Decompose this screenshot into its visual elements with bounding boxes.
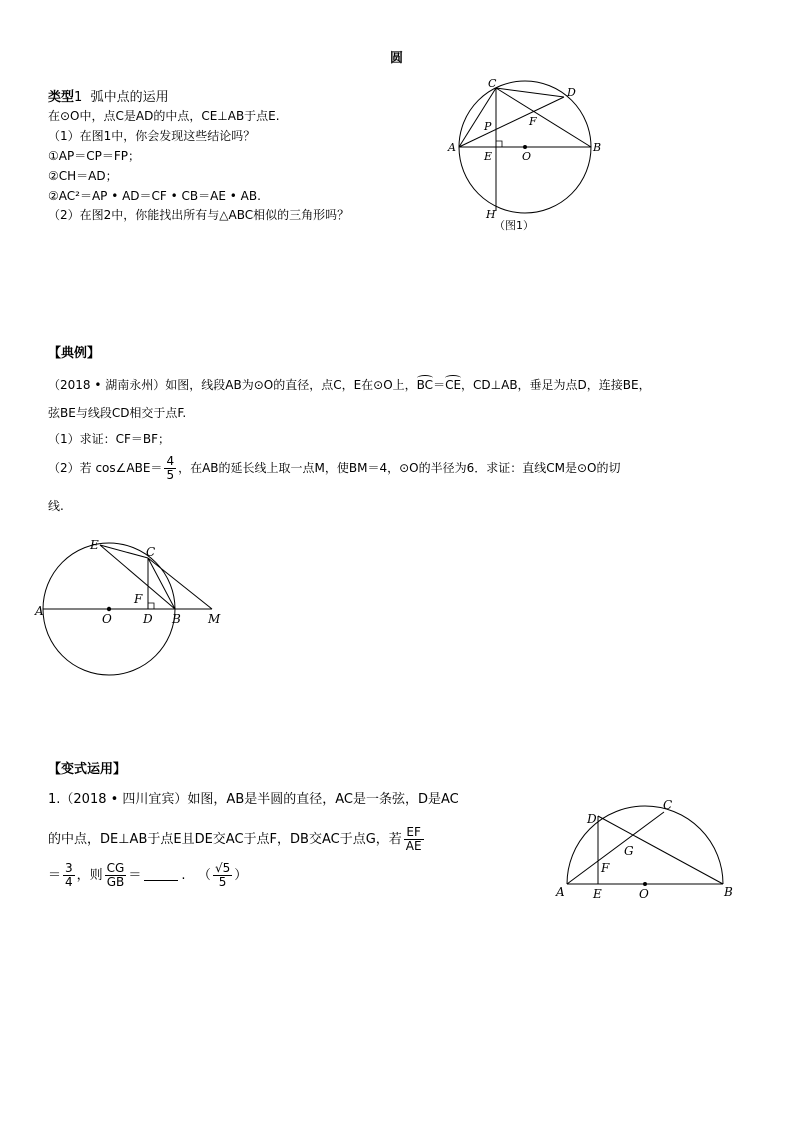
example-frac-den: 5 — [166, 468, 175, 482]
variant-line1: 1.（2018 • 四川宜宾）如图，AB是半圆的直径，AC是一条弦，D是AC — [48, 792, 459, 807]
fig1-label-b: B — [593, 141, 602, 154]
ex-label-m: M — [208, 612, 221, 626]
variant-then: ，则 — [76, 868, 103, 883]
example-q2 — [48, 455, 620, 482]
answer-close: ） — [234, 868, 248, 883]
var-label-o: O — [639, 887, 649, 901]
ex-label-a: A — [35, 604, 44, 618]
section1-line1: 在⊙O中，点C是AD的中点，CE⊥AB于点E. — [48, 109, 280, 123]
answer-blank — [144, 880, 178, 881]
example-arc-eq: ＝ — [433, 378, 446, 392]
example-frac-num: 4 — [166, 454, 175, 468]
var-label-b: B — [724, 885, 733, 899]
example-line2: 弦BE与线段CD相交于点F. — [48, 406, 187, 420]
var-segment-db — [598, 816, 723, 884]
type-label: 类型 — [48, 90, 75, 105]
var-label-g: G — [624, 844, 634, 858]
fig1-chord-cb — [496, 88, 591, 147]
variant-frac2-den: 4 — [65, 875, 73, 889]
figure-1 — [440, 78, 610, 238]
answer-num: √5 — [214, 861, 231, 875]
type-num: 1 — [74, 90, 83, 105]
example-heading: 【典例】 — [48, 346, 101, 361]
fig1-right-angle — [496, 141, 502, 147]
ex-label-c: C — [146, 545, 156, 559]
fig1-caption: （图1） — [494, 219, 534, 232]
variant-frac2-num: 3 — [65, 861, 73, 875]
variant-frac1-den: AE — [405, 839, 422, 853]
variant-line2-pre: 的中点，DE⊥AB于点E且DE交AC于点F，DB交AC于点G，若 — [48, 832, 402, 847]
variant-eq2: ＝ — [128, 868, 142, 883]
example-line1 — [48, 377, 651, 393]
section1-c3: ②AC²＝AP • AD＝CF • CB＝AE • AB. — [48, 189, 261, 203]
var-label-a: A — [556, 885, 565, 899]
fig1-label-h: H — [486, 208, 496, 221]
fig1-label-e: E — [484, 150, 493, 163]
ex-label-o: O — [102, 612, 112, 626]
example-q2-post: ，在AB的延长线上取一点M，使BM＝4，⊙O的半径为6．求证：直线CM是⊙O的切 — [178, 461, 621, 475]
variant-frac3-den: GB — [106, 875, 125, 889]
answer-den: 5 — [218, 875, 227, 889]
ex-label-d: D — [143, 612, 153, 626]
var-label-e: E — [593, 887, 602, 901]
example-q1: （1）求证：CF＝BF； — [48, 432, 171, 446]
ex-label-e: E — [90, 538, 99, 552]
ex-label-f: F — [134, 592, 143, 606]
section1-q1: （1）在图1中，你会发现这些结论吗？ — [48, 129, 256, 143]
variant-heading: 【变式运用】 — [48, 762, 127, 777]
var-label-f: F — [601, 861, 610, 875]
fig1-label-f: F — [529, 115, 537, 128]
section-type-heading — [48, 89, 169, 106]
example-arc-bc: BC — [416, 378, 434, 392]
variant-cg-gb-fraction — [105, 862, 127, 889]
example-q2-end: 线. — [48, 499, 64, 513]
fig1-label-p: P — [484, 120, 492, 133]
fig1-center-dot — [523, 145, 527, 149]
variant-frac3-num: CG — [106, 861, 125, 875]
example-arc-ce: CE — [445, 378, 462, 392]
example-line1-pre: （2018 • 湖南永州）如图，线段AB为⊙O的直径，点C，E在⊙O上， — [48, 378, 417, 392]
variant-line3 — [48, 862, 247, 889]
var-label-c: C — [663, 798, 673, 812]
fig1-label-a: A — [448, 141, 456, 154]
var-center-dot — [643, 882, 647, 886]
type-title: 弧中点的运用 — [90, 90, 169, 105]
answer-fraction — [213, 862, 232, 889]
section1-c1: ①AP＝CP＝FP； — [48, 149, 140, 163]
var-chord-ac — [567, 812, 664, 884]
example-cos-fraction — [164, 455, 176, 482]
variant-line2 — [48, 826, 426, 853]
variant-3-4-fraction — [63, 862, 75, 889]
variant-period: . — [181, 868, 186, 883]
ex-label-b: B — [172, 612, 181, 626]
fig1-chord-cd — [496, 88, 564, 97]
page-title: 圆 — [390, 51, 404, 66]
variant-ef-ae-fraction — [404, 826, 424, 853]
figure-variant — [550, 792, 740, 904]
ex-line-cm — [148, 558, 212, 609]
section1-c2: ②CH＝AD； — [48, 169, 118, 183]
example-q2-pre: （2）若 cos∠ABE＝ — [48, 461, 163, 475]
ex-chord-cb — [148, 558, 175, 609]
figure-example — [34, 536, 234, 676]
fig1-label-o: O — [522, 150, 532, 163]
variant-frac1-num: EF — [404, 826, 424, 840]
variant-eq: ＝ — [48, 868, 62, 883]
answer-open: （ — [197, 868, 211, 883]
example-line1-post: ，CD⊥AB，垂足为点D，连接BE， — [461, 378, 651, 392]
ex-center-dot — [107, 607, 111, 611]
section1-q2: （2）在图2中，你能找出所有与△ABC相似的三角形吗？ — [48, 208, 350, 222]
ex-right-angle — [148, 603, 154, 609]
fig1-label-c: C — [488, 78, 497, 90]
fig1-label-d: D — [567, 86, 576, 99]
var-label-d: D — [587, 812, 597, 826]
